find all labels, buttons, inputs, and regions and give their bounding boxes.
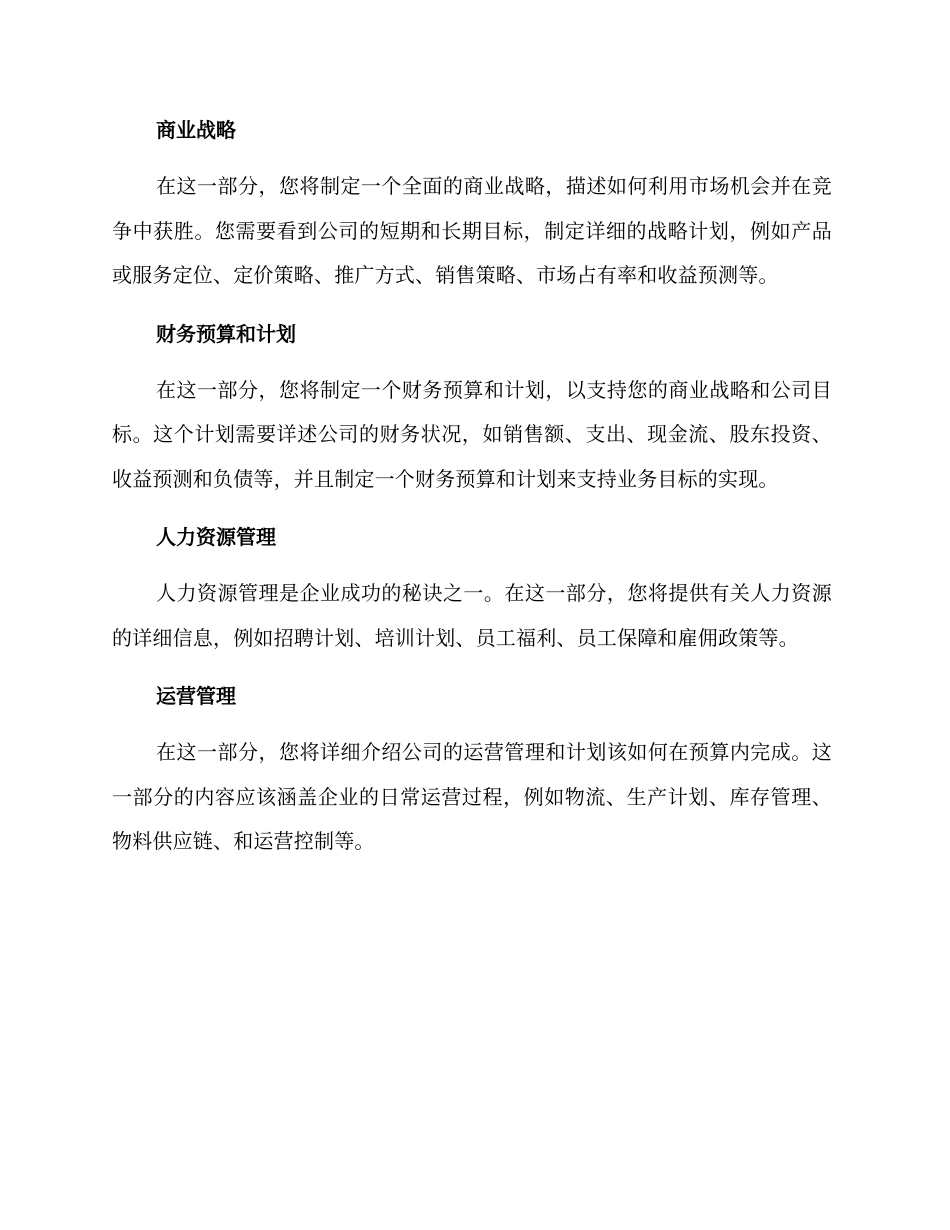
section-paragraph: 在这一部分，您将制定一个全面的商业战略，描述如何利用市场机会并在竞争中获胜。您需要看到公司的短期和长期目标，制定详细的战略计划，例如产品或服务定位、定价策略、推广方式、销售策略、市场占有率和收益预测等。 [112, 174, 832, 287]
section-heading: 人力资源管理 [156, 525, 276, 549]
section-paragraph: 人力资源管理是企业成功的秘诀之一。在这一部分，您将提供有关人力资源的详细信息，例如招聘计划、培训计划、员工福利、员工保障和雇佣政策等。 [112, 581, 832, 650]
section-heading: 财务预算和计划 [156, 321, 296, 346]
section-paragraph: 在这一部分，您将制定一个财务预算和计划，以支持您的商业战略和公司目标。这个计划需要详述公司的财务状况，如销售额、支出、现金流、股东投资、收益预测和负债等，并且制定一个财务预算和计划来支持业务目标的实现。 [112, 377, 832, 491]
section-heading: 商业战略 [156, 118, 236, 142]
section-operations [112, 674, 832, 864]
document-page [112, 108, 832, 878]
section-financial-budget [112, 312, 832, 502]
section-paragraph: 在这一部分，您将详细介绍公司的运营管理和计划该如何在预算内完成。这一部分的内容应该涵盖企业的日常运营过程，例如物流、生产计划、库存管理、物料供应链、和运营控制等。 [112, 740, 832, 853]
section-heading: 运营管理 [156, 684, 236, 708]
section-human-resources [112, 515, 832, 660]
section-business-strategy [112, 108, 832, 298]
